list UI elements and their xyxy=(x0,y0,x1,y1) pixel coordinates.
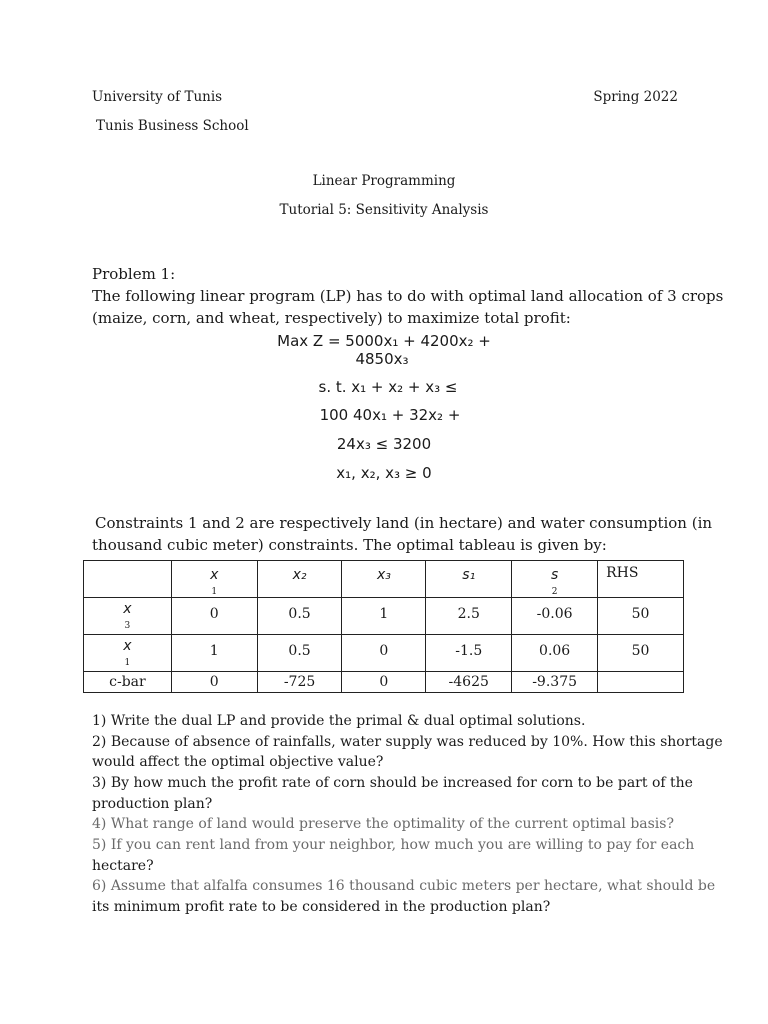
table-cell: 0.5 xyxy=(257,598,342,635)
problem-title: Problem 1: xyxy=(92,265,176,283)
question-5-line-1: 5) If you can rent land from your neighbor, how much you are willing to pay for each xyxy=(92,837,695,853)
table-cell: 0.5 xyxy=(257,635,342,672)
term: Spring 2022 xyxy=(593,89,678,105)
table-cell: -4625 xyxy=(426,672,512,693)
question-1: 1) Write the dual LP and provide the primal & dual optimal solutions. xyxy=(92,713,586,729)
table-cell: 50 xyxy=(598,635,684,672)
header-x2: x₂ xyxy=(257,561,342,598)
context-line-2: thousand cubic meter) constraints. The optimal tableau is given by: xyxy=(92,536,607,554)
question-4: 4) What range of land would preserve the optimality of the current optimal basis? xyxy=(92,816,674,832)
table-cell: -9.375 xyxy=(512,672,598,693)
table-cell: 0.06 xyxy=(512,635,598,672)
table-cell: 50 xyxy=(598,598,684,635)
constraint-line-3: 24x₃ ≤ 3200 xyxy=(336,435,432,453)
header-x3: x₃ xyxy=(342,561,426,598)
tableau-header-row xyxy=(84,561,684,598)
header-s1: s₁ xyxy=(426,561,512,598)
question-5-line-2: hectare? xyxy=(92,858,154,874)
school-name: Tunis Business School xyxy=(96,118,249,134)
table-cell: 0 xyxy=(171,672,257,693)
tableau-row-cbar xyxy=(84,672,684,693)
context-line-1: Constraints 1 and 2 are respectively land (in hectare) and water consumption (in xyxy=(95,514,713,532)
table-cell: 1 xyxy=(171,635,257,672)
question-6-line-2: its minimum profit rate to be considered in the production plan? xyxy=(92,899,551,915)
row-label: x 3 xyxy=(84,598,172,635)
table-cell: -725 xyxy=(257,672,342,693)
table-cell: 2.5 xyxy=(426,598,512,635)
table-cell: 0 xyxy=(171,598,257,635)
row-label: c-bar xyxy=(84,672,172,693)
tableau-row-x1 xyxy=(84,635,684,672)
constraint-line-1: s. t. x₁ + x₂ + x₃ ≤ xyxy=(318,378,458,396)
header-rhs: RHS xyxy=(598,561,684,598)
constraint-line-2: 100 40x₁ + 32x₂ + xyxy=(319,406,461,424)
table-cell: -0.06 xyxy=(512,598,598,635)
objective-line-1: Max Z = 5000x₁ + 4200x₂ + xyxy=(277,332,491,350)
course-title: Linear Programming xyxy=(312,173,456,189)
constraint-line-4: x₁, x₂, x₃ ≥ 0 xyxy=(336,464,432,482)
question-3-line-2: production plan? xyxy=(92,796,213,812)
optimal-tableau xyxy=(83,560,684,693)
table-cell: 1 xyxy=(342,598,426,635)
objective-line-2: 4850x₃ xyxy=(355,350,409,368)
university-name: University of Tunis xyxy=(92,89,223,105)
question-3-line-1: 3) By how much the profit rate of corn should be increased for corn to be part of the xyxy=(92,775,693,791)
tableau-corner-cell xyxy=(84,561,172,598)
question-2-line-1: 2) Because of absence of rainfalls, water supply was reduced by 10%. How this shortage xyxy=(92,734,723,750)
problem-intro-line-1: The following linear program (LP) has to do with optimal land allocation of 3 crops xyxy=(92,287,724,305)
tutorial-title: Tutorial 5: Sensitivity Analysis xyxy=(279,202,489,218)
table-cell: -1.5 xyxy=(426,635,512,672)
table-cell: 0 xyxy=(342,635,426,672)
table-cell: 0 xyxy=(342,672,426,693)
row-label: x 1 xyxy=(84,635,172,672)
problem-intro-line-2: (maize, corn, and wheat, respectively) to maximize total profit: xyxy=(92,309,571,327)
header-s2: s 2 xyxy=(512,561,598,598)
header-x1: x 1 xyxy=(171,561,257,598)
question-6-line-1: 6) Assume that alfalfa consumes 16 thousand cubic meters per hectare, what should be xyxy=(92,878,716,894)
table-cell xyxy=(598,672,684,693)
question-2-line-2: would affect the optimal objective value? xyxy=(92,754,384,770)
tableau-row-x3 xyxy=(84,598,684,635)
